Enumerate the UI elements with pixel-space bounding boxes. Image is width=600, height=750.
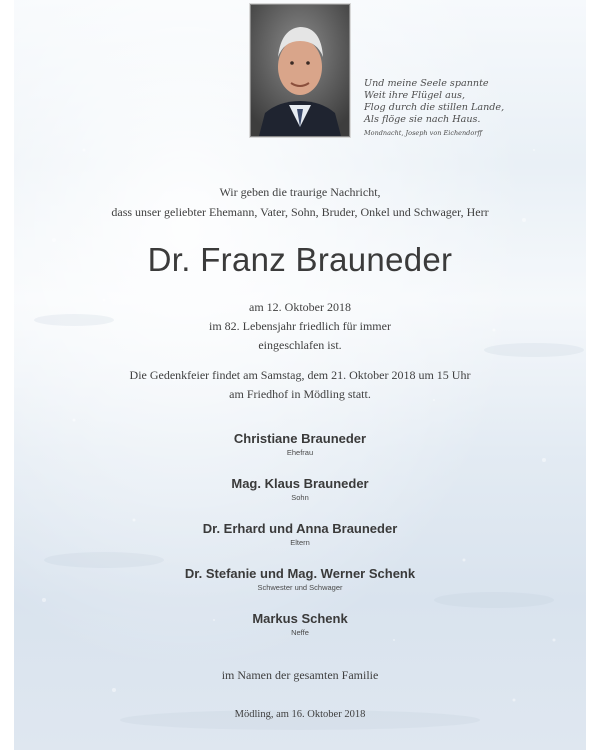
notice-content bbox=[14, 0, 586, 750]
mourner-name: Mag. Klaus Brauneder bbox=[231, 476, 369, 491]
mourner-role: Neffe bbox=[291, 628, 309, 637]
mourner-name: Dr. Stefanie und Mag. Werner Schenk bbox=[184, 566, 416, 581]
deceased-name: Dr. Franz Brauneder bbox=[147, 241, 453, 278]
mourners-list bbox=[14, 430, 586, 655]
mourner-role: Schwester und Schwager bbox=[257, 583, 343, 592]
mourner-entry bbox=[14, 475, 586, 520]
memorial-ceremony-info bbox=[14, 366, 586, 404]
announcement-intro bbox=[14, 182, 586, 222]
poem-line: Und meine Seele spannte bbox=[364, 78, 489, 89]
place-and-date: Mödling, am 16. Oktober 2018 bbox=[234, 709, 366, 720]
poem-source: Mondnacht, Joseph von Eichendorff bbox=[364, 129, 482, 137]
death-date: am 12. Oktober 2018 bbox=[249, 300, 351, 314]
mourner-entry bbox=[14, 565, 586, 610]
ceremony-place: am Friedhof in Mödling statt. bbox=[229, 387, 371, 401]
intro-line: Wir geben die traurige Nachricht, bbox=[219, 185, 381, 199]
death-notice-card bbox=[14, 0, 586, 750]
poem-line: Flog durch die stillen Lande, bbox=[364, 102, 505, 113]
mourner-name: Christiane Brauneder bbox=[233, 431, 367, 446]
death-text: eingeschlafen ist. bbox=[258, 338, 342, 352]
intro-line: dass unser geliebter Ehemann, Vater, Sohn, Bruder, Onkel und Schwager, Herr bbox=[111, 205, 489, 219]
mourner-entry bbox=[14, 520, 586, 565]
mourner-role: Eltern bbox=[290, 538, 310, 547]
portrait-photo bbox=[250, 4, 350, 137]
death-details bbox=[14, 298, 586, 355]
mourner-role: Sohn bbox=[291, 493, 309, 502]
mourner-entry bbox=[14, 430, 586, 475]
mourner-entry bbox=[14, 610, 586, 655]
mourner-role: Ehefrau bbox=[286, 448, 314, 457]
poem-line: Weit ihre Flügel aus, bbox=[364, 90, 466, 101]
family-signature: im Namen der gesamten Familie bbox=[221, 668, 379, 682]
poem-line: Als flöge sie nach Haus. bbox=[364, 114, 481, 125]
mourner-name: Markus Schenk bbox=[252, 611, 348, 626]
mourner-name: Dr. Erhard und Anna Brauneder bbox=[202, 521, 398, 536]
poem-quote bbox=[364, 78, 544, 138]
death-age: im 82. Lebensjahr friedlich für immer bbox=[209, 319, 391, 333]
ceremony-date: Die Gedenkfeier findet am Samstag, dem 21. Oktober 2018 um 15 Uhr bbox=[129, 368, 471, 382]
